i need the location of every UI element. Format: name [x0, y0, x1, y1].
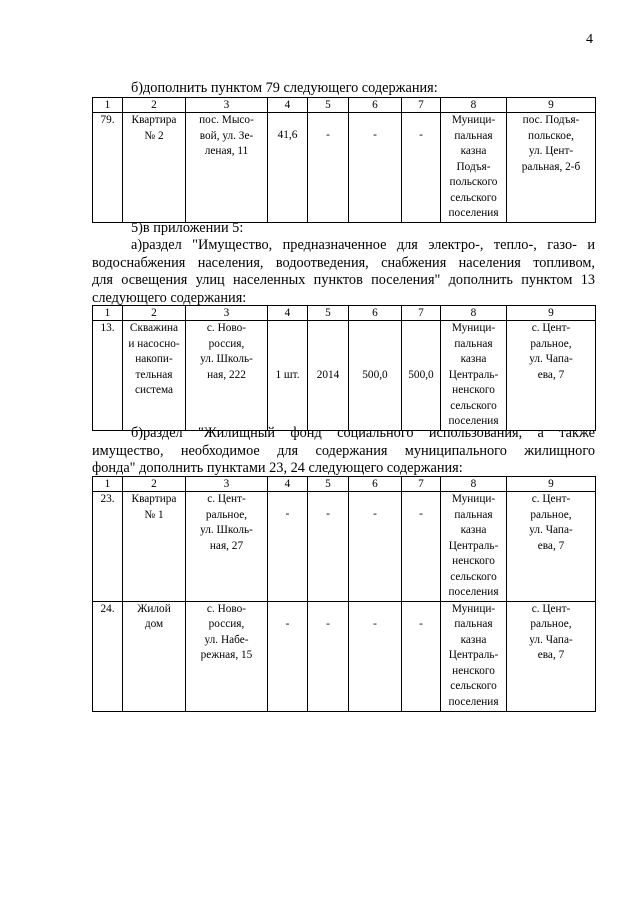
table-cell: с. Цент- ральное, ул. Чапа- ева, 7: [507, 601, 596, 711]
table-cell: Муници- пальная казна Централь- ненского сельского поселения: [441, 492, 507, 602]
table-cell: -: [308, 492, 349, 602]
header-cell: 5: [308, 306, 349, 321]
header-cell: 3: [186, 98, 268, 113]
table-row: [93, 601, 596, 711]
table-cell: 79.: [93, 113, 123, 223]
table-cell: -: [349, 492, 402, 602]
paragraph-line: фонда" дополнить пунктами 23, 24 следующего содержания:: [92, 460, 463, 476]
header-cell: 1: [93, 477, 123, 492]
table-cell: -: [308, 601, 349, 711]
header-cell: 2: [123, 98, 186, 113]
table-cell: -: [268, 601, 308, 711]
header-cell: 3: [186, 477, 268, 492]
table-cell: -: [308, 113, 349, 223]
header-cell: 1: [93, 306, 123, 321]
table-cell: -: [402, 113, 441, 223]
table-cell: с. Ново- россия, ул. Школь- ная, 222: [186, 321, 268, 431]
header-cell: 4: [268, 98, 308, 113]
table-cell: Жилой дом: [123, 601, 186, 711]
table-3: [92, 476, 596, 712]
header-cell: 2: [123, 306, 186, 321]
table-cell: -: [349, 113, 402, 223]
paragraph-line: следующего содержания:: [92, 289, 247, 306]
header-cell: 3: [186, 306, 268, 321]
table-cell: с. Цент- ральное, ул. Чапа- ева, 7: [507, 492, 596, 602]
table-cell: 2014: [308, 321, 349, 431]
table-cell: с. Ново- россия, ул. Набе- режная, 15: [186, 601, 268, 711]
table-cell: с. Цент- ральное, ул. Чапа- ева, 7: [507, 321, 596, 431]
table-cell: Муници- пальная казна Централь- ненского сельского поселения: [441, 321, 507, 431]
header-cell: 9: [507, 306, 596, 321]
paragraph-line: для освещения улиц населенных пунктов поселения" дополнить пунктом 13: [92, 272, 595, 288]
header-cell: 8: [441, 477, 507, 492]
paragraph-line: б)раздел "Жилищный фонд социального использования, а также: [131, 425, 595, 441]
header-cell: 7: [402, 477, 441, 492]
table-cell: Квартира № 2: [123, 113, 186, 223]
table-cell: 13.: [93, 321, 123, 431]
table-1: [92, 97, 596, 223]
table-cell: с. Цент- ральное, ул. Школь- ная, 27: [186, 492, 268, 602]
header-cell: 9: [507, 98, 596, 113]
table-row: [93, 113, 596, 223]
header-cell: 6: [349, 306, 402, 321]
table-cell: Квартира № 1: [123, 492, 186, 602]
header-cell: 4: [268, 477, 308, 492]
header-cell: 9: [507, 477, 596, 492]
section-5-heading: 5)в приложении 5:: [131, 220, 244, 236]
table-cell: Муници- пальная казна Централь- ненского сельского поселения: [441, 601, 507, 711]
header-cell: 5: [308, 98, 349, 113]
table-cell: 1 шт.: [268, 321, 308, 431]
header-cell: 8: [441, 306, 507, 321]
table-cell: пос. Мысо- вой, ул. Зе- леная, 11: [186, 113, 268, 223]
header-cell: 8: [441, 98, 507, 113]
table-cell: пос. Подъя- польское, ул. Цент- ральная, 2-б: [507, 113, 596, 223]
header-cell: 2: [123, 477, 186, 492]
table-2: [92, 305, 596, 431]
header-cell: 6: [349, 477, 402, 492]
table-cell: -: [402, 601, 441, 711]
table-cell: Скважина и насосно- накопи- тельная система: [123, 321, 186, 431]
header-cell: 6: [349, 98, 402, 113]
paragraph-line: водоснабжения населения, водоотведения, снабжения населения топливом,: [92, 254, 595, 271]
table-cell: -: [268, 492, 308, 602]
page-number: 4: [586, 32, 593, 47]
table-header-row: [93, 306, 596, 321]
header-cell: 7: [402, 98, 441, 113]
table-cell: Муници- пальная казна Подъя- польского сельского поселения: [441, 113, 507, 223]
table-cell: 500,0: [402, 321, 441, 431]
table-cell: 23.: [93, 492, 123, 602]
table-header-row: [93, 477, 596, 492]
paragraph-line: имущество, необходимое для содержания муниципального жилищного: [92, 442, 595, 459]
section-b2-paragraph: [92, 425, 595, 478]
header-cell: 1: [93, 98, 123, 113]
header-cell: 7: [402, 306, 441, 321]
table-cell: -: [349, 601, 402, 711]
header-cell: 5: [308, 477, 349, 492]
table-cell: 500,0: [349, 321, 402, 431]
table-cell: -: [402, 492, 441, 602]
table-row: [93, 321, 596, 431]
table-cell: 24.: [93, 601, 123, 711]
paragraph-line: а)раздел "Имущество, предназначенное для электро-, тепло-, газо- и: [131, 237, 595, 253]
section-b1-heading: б)дополнить пунктом 79 следующего содержания:: [131, 80, 438, 96]
table-header-row: [93, 98, 596, 113]
table-cell: 41,6: [268, 113, 308, 223]
table-row: [93, 492, 596, 602]
header-cell: 4: [268, 306, 308, 321]
section-a-paragraph: [92, 237, 595, 307]
